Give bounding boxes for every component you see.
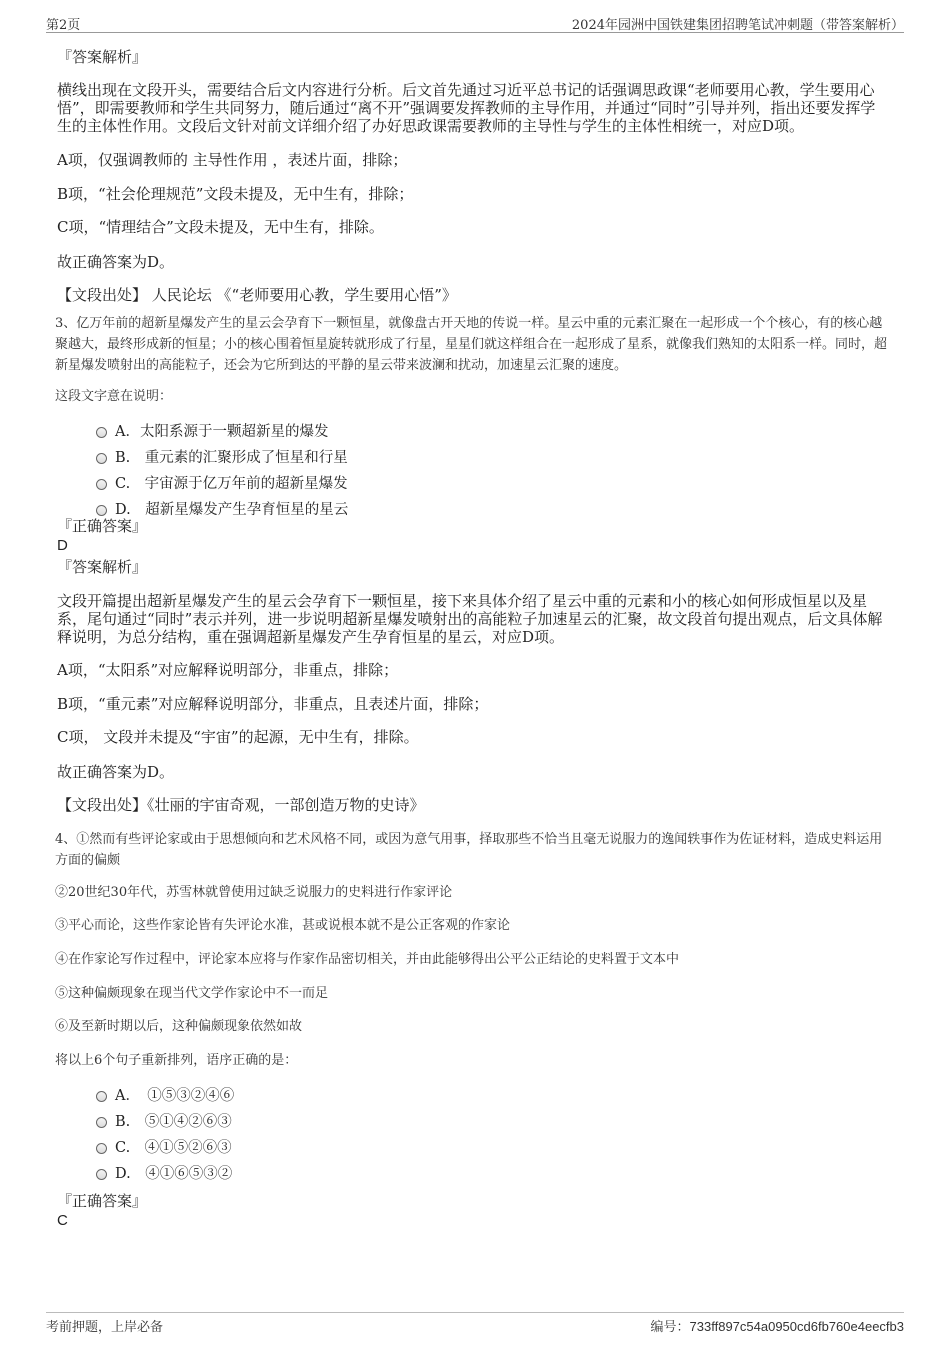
q2-option-b-note: B项，“社会伦理规范”文段未提及，无中生有，排除；	[57, 185, 414, 203]
footer-slogan: 考前押题，上岸必备	[46, 1320, 164, 1335]
q4-sentence-4: ④在作家论写作过程中，评论家本应将与作家作品密切相关，并由此能够得出公平公正结论的史料置于文本中	[55, 952, 680, 967]
q4-option-a[interactable]: A． ①⑤③②④⑥	[96, 1086, 234, 1106]
q3-option-d[interactable]: D. 超新星爆发产生孕育恒星的星云	[96, 500, 348, 520]
q3-option-a[interactable]: A．太阳系源于一颗超新星的爆发	[96, 422, 328, 442]
q4-answer: C	[57, 1212, 68, 1229]
document-title: 2024年园洲中国铁建集团招聘笔试冲刺题（带答案解析）	[571, 18, 904, 33]
q3-stem: 3、亿万年前的超新星爆发产生的星云会孕育下一颗恒星，就像盘古开天地的传说一样。星云中重的元素汇聚在一起形成一个个核心，有的核心越聚越大，最终形成新的恒星；小的核心围着恒星旋转就形成了行星，星星们就这样组合在一起形成了星系，就像我们熟知的太阳系一样。同时，超新星爆发喷射出的高能粒子，还会为它所到达的平静的星云带来波澜和扰动，加速星云汇聚的速度。	[55, 316, 888, 373]
page-number: 第2页	[46, 18, 81, 33]
q3-question: 这段文字意在说明：	[55, 389, 173, 404]
q3-option-c-note: C项， 文段并未提及“宇宙”的起源，无中生有，排除。	[57, 728, 419, 746]
radio-icon[interactable]	[96, 453, 107, 464]
radio-icon[interactable]	[96, 427, 107, 438]
q4-sentence-1: 4、①然而有些评论家或由于思想倾向和艺术风格不同，或因为意气用事，择取那些不恰当且毫无说服力的逸闻轶事作为佐证材料，造成史料运用方面的偏颇	[55, 832, 883, 868]
q4-sentence-3: ③平心而论，这些作家论皆有失评论水准，甚或说根本就不是公正客观的作家论	[55, 918, 511, 933]
q4-option-d[interactable]: D. ④①⑥⑤③②	[96, 1164, 232, 1184]
q4-sentence-5: ⑤这种偏颇现象在现当代文学作家论中不一而足	[55, 986, 329, 1001]
q3-option-b[interactable]: B. 重元素的汇聚形成了恒星和行星	[96, 448, 348, 468]
radio-icon[interactable]	[96, 1143, 107, 1154]
q4-question: 将以上6个句子重新排列，语序正确的是：	[55, 1053, 298, 1068]
radio-icon[interactable]	[96, 1091, 107, 1102]
radio-icon[interactable]	[96, 505, 107, 516]
q2-analysis: 横线出现在文段开头，需要结合后文内容进行分析。后文首先通过习近平总书记的话强调思政课“老师要用心教，学生要用心悟”，即需要教师和学生共同努力，随后通过“离不开”强调要发挥教师的主导作用，并通过“同时”引导并列，指出还要发挥学生的主体性作用。文段后文针对前文详细介绍了办好思政课需要教师的主导性与学生的主体性相统一，对应D项。	[57, 81, 876, 135]
radio-icon[interactable]	[96, 479, 107, 490]
page-header	[46, 12, 904, 33]
q4-option-b[interactable]: B. ⑤①④②⑥③	[96, 1112, 232, 1132]
q4-sentence-2: ②20世纪30年代，苏雪林就曾使用过缺乏说服力的史料进行作家评论	[55, 885, 453, 900]
document-id: 编号：733ff897c54a0950cd6fb760e4eecfb3	[650, 1319, 904, 1334]
radio-icon[interactable]	[96, 1117, 107, 1128]
q2-analysis-label: 『答案解析』	[57, 48, 148, 66]
q2-option-c-note: C项，“情理结合”文段未提及，无中生有，排除。	[57, 218, 384, 236]
q3-conclusion: 故正确答案为D。	[57, 763, 175, 781]
q2-source: 【文段出处】 人民论坛 《“老师要用心教，学生要用心悟”》	[57, 286, 457, 304]
q3-option-a-note: A项，“太阳系”对应解释说明部分，非重点，排除；	[57, 661, 399, 679]
q3-analysis-label: 『答案解析』	[57, 558, 148, 576]
page-footer	[46, 1312, 904, 1335]
q2-conclusion: 故正确答案为D。	[57, 253, 175, 271]
q4-option-c[interactable]: C. ④①⑤②⑥③	[96, 1138, 232, 1158]
q3-answer-label: 『正确答案』	[57, 517, 148, 535]
q4-answer-label: 『正确答案』	[57, 1192, 148, 1210]
q3-analysis: 文段开篇提出超新星爆发产生的星云会孕育下一颗恒星，接下来具体介绍了星云中重的元素和小的核心如何形成恒星以及星系，尾句通过“同时”表示并列，进一步说明超新星爆发喷射出的高能粒子加速星云的汇聚，故文段首句提出观点，后文具体解释说明，为总分结构，重在强调超新星爆发产生孕育恒星的星云，对应D项。	[57, 592, 883, 646]
q3-answer: D	[57, 537, 68, 554]
q3-option-b-note: B项，“重元素”对应解释说明部分，非重点，且表述片面，排除；	[57, 695, 489, 713]
radio-icon[interactable]	[96, 1169, 107, 1180]
q3-source: 【文段出处】《壮丽的宇宙奇观，一部创造万物的史诗》	[57, 796, 425, 814]
q4-sentence-6: ⑥及至新时期以后，这种偏颇现象依然如故	[55, 1019, 303, 1034]
q2-option-a-note: A项，仅强调教师的 主导性作用 ，表述片面，排除；	[57, 151, 408, 169]
q3-option-c[interactable]: C. 宇宙源于亿万年前的超新星爆发	[96, 474, 348, 494]
